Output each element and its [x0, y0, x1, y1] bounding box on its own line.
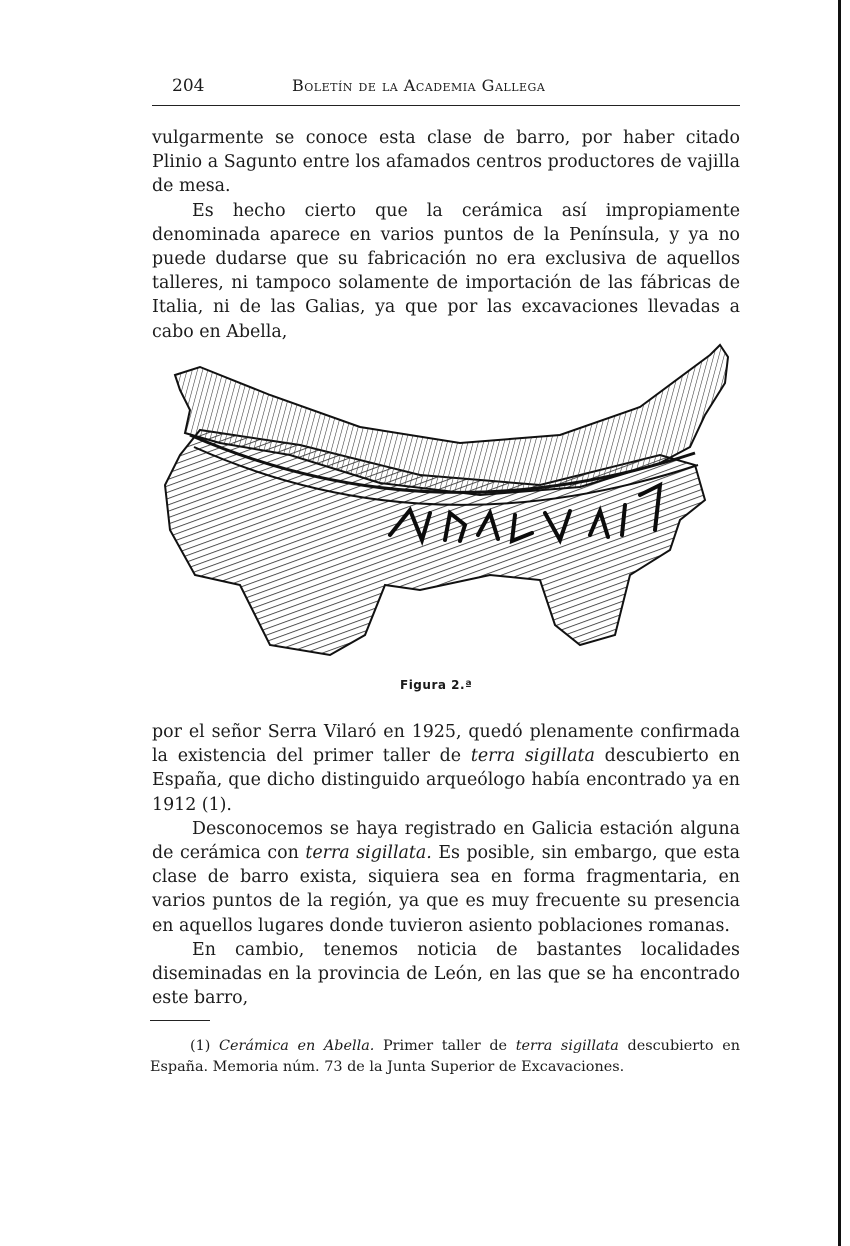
italic-term: terra sigillata.	[305, 843, 432, 864]
text-run: Es posible, sin embargo, que esta clase de barro exista, siquiera sea en forma fragmentaria, en varios puntos de la región, ya que es muy frecuente su presencia en aquellos lugares donde tuvieron asiento poblaciones romanas.	[152, 843, 740, 936]
paragraph	[152, 817, 740, 938]
page-header	[152, 76, 740, 100]
footnote-rule	[150, 1020, 210, 1021]
paragraph: En cambio, tenemos noticia de bastantes localidades diseminadas en la provincia de León, en las que se ha encontrado este barro,	[152, 939, 740, 1009]
header-rule	[152, 105, 740, 106]
paragraph: Es hecho cierto que la cerámica así impropiamente denominada aparece en varios puntos de la Península, y ya no puede dudarse que su fabricación no era exclusiva de aquellos talleres, ni tampoco solamente de importación de las fábricas de Italia, ni de las Galias, ya que por las excavaciones llevadas a cabo en Abella,	[152, 200, 740, 342]
paragraph-continued: vulgarmente se conoce esta clase de barro, por haber citado Plinio a Sagunto entre los afamados centros productores de vajilla de mesa.	[152, 128, 740, 197]
footnote-text: Primer taller de	[374, 1038, 516, 1054]
italic-term: terra sigillata	[470, 746, 595, 767]
body-text-top	[152, 126, 740, 344]
pottery-figure	[160, 335, 740, 665]
text-run: descubierto en España, que dicho distinguido arqueólogo había encontrado ya en 1912 (1).	[152, 746, 740, 815]
figure-caption: Figura 2.ª	[400, 678, 473, 692]
paragraph-continued	[152, 720, 740, 817]
text-run: por el señor Serra Vilaró en 1925, quedó plenamente confirmada la existencia del primer taller de	[152, 722, 740, 767]
body-text-bottom	[152, 720, 740, 1010]
right-edge-rule	[838, 0, 841, 1246]
footnote-italic-term: terra sigillata	[515, 1038, 619, 1054]
footnote-text: descubierto en España. Memoria núm. 73 de la Junta Superior de Excavaciones.	[150, 1038, 740, 1075]
pottery-fragment-illustration	[160, 335, 740, 665]
footnote	[150, 1036, 740, 1078]
running-title: Boletín de la Academia Gallega	[292, 76, 546, 95]
page-number: 204	[172, 76, 205, 96]
footnote-marker: (1)	[190, 1038, 211, 1054]
footnote-italic-title: Cerámica en Abella.	[219, 1038, 375, 1054]
text-run: Desconocemos se haya registrado en Galicia estación alguna de cerámica con	[152, 818, 740, 864]
